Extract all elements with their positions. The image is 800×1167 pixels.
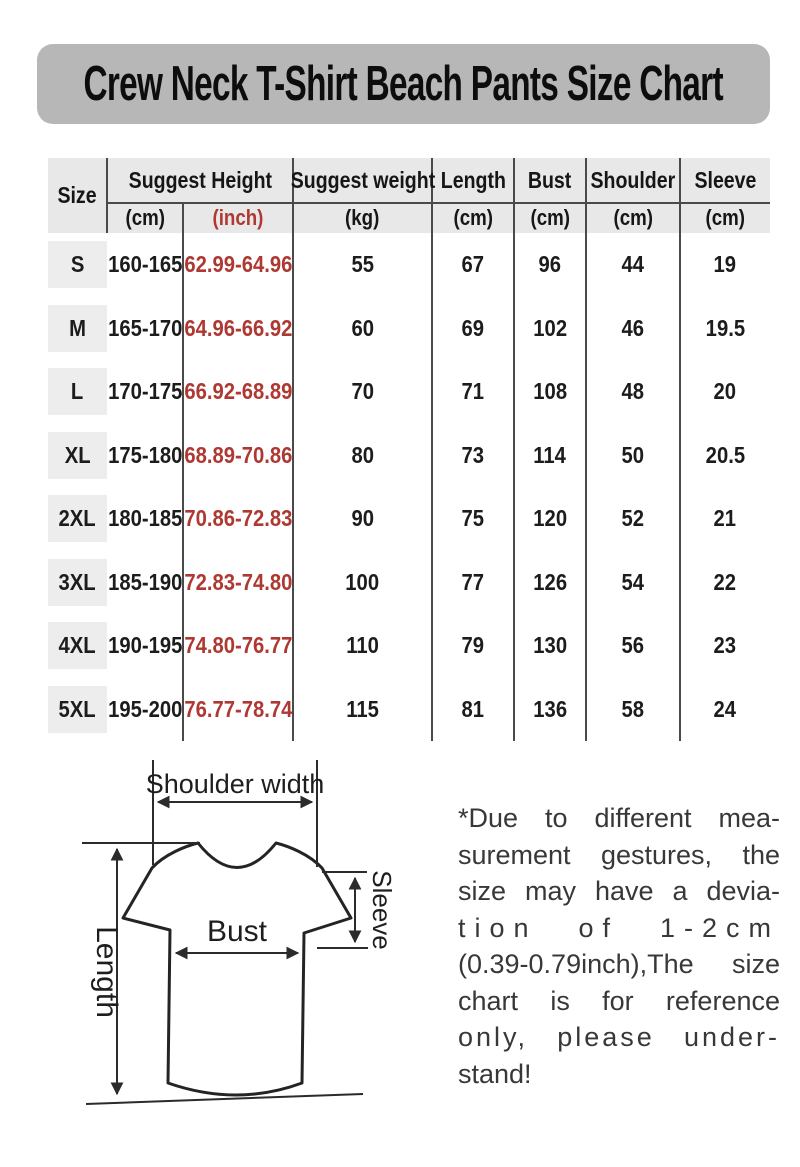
cell-shoulder-cm [586,424,680,488]
cell-value: 130 [533,632,567,659]
cell-height-cm [107,233,183,297]
cell-height-inch [183,487,293,551]
size-cell-box [48,241,107,288]
note-line: (0.39-0.79inch),The size [458,949,780,979]
table-rows [40,233,770,741]
cell-sleeve-cm [680,424,770,488]
cell-height-inch [183,233,293,297]
cell-size [40,424,107,488]
size-cell-box [48,432,107,479]
cell-value: 102 [533,314,567,341]
unit-sleeve-cm: (cm) [705,204,745,230]
cell-value: 19 [713,251,737,278]
cell-height-cm [107,297,183,361]
cell-value: 73 [461,441,485,468]
measurement-note [458,800,780,1092]
cell-length-cm [432,360,514,424]
cell-sleeve-cm [680,297,770,361]
cell-value: 190-195 [107,632,183,659]
cell-sleeve-cm [680,233,770,297]
cell-value: 52 [621,505,645,532]
table-row [40,360,770,424]
title-banner [37,44,770,124]
note-line: surement gestures, the [458,839,780,870]
header-size: Size [57,182,98,208]
cell-height-inch [183,551,293,615]
cell-length-cm [432,614,514,678]
cell-value: 175-180 [107,441,183,468]
cell-length-cm [432,487,514,551]
cell-value: 48 [621,378,645,405]
header-bust: Bust [528,166,572,193]
cell-height-inch [183,360,293,424]
cell-value: 58 [621,695,645,722]
cell-height-cm [107,424,183,488]
cell-value: 185-190 [107,568,183,595]
cell-height-cm [107,360,183,424]
size-label: 5XL [58,695,97,722]
cell-shoulder-cm [586,551,680,615]
cell-value: 20.5 [705,441,745,468]
cell-shoulder-cm [586,233,680,297]
cell-value: 54 [621,568,645,595]
cell-value: 56 [621,632,645,659]
cell-size [40,678,107,742]
cell-bust-cm [514,487,586,551]
cell-size [40,297,107,361]
cell-weight-kg [293,424,432,488]
cell-size [40,551,107,615]
header-length: Length [440,166,506,193]
cell-value: 170-175 [107,378,183,405]
note-line: tion of 1-2cm [458,912,780,943]
cell-weight-kg [293,233,432,297]
cell-bust-cm [514,233,586,297]
cell-value: 70 [351,378,374,405]
cell-value: 69 [461,314,485,341]
note-line: chart is for reference [458,985,780,1016]
cell-value: 126 [533,568,567,595]
cell-bust-cm [514,678,586,742]
header-suggest-weight: Suggest weight [290,166,435,193]
cell-value: 55 [351,251,374,278]
cell-value: 136 [533,695,567,722]
cell-value: 66.92-68.89 [183,378,293,405]
cell-shoulder-cm [586,297,680,361]
cell-value: 180-185 [107,505,183,532]
cell-value: 100 [345,568,380,595]
table-row [40,424,770,488]
bust-label: Bust [206,915,268,948]
unit-height-inch: (inch) [212,204,264,230]
size-cell-box [48,559,107,606]
table-row [40,678,770,742]
unit-shoulder-cm: (cm) [613,204,653,230]
cell-height-cm [107,551,183,615]
cell-bust-cm [514,297,586,361]
cell-value: 50 [621,441,645,468]
cell-bust-cm [514,360,586,424]
cell-value: 70.86-72.83 [183,505,293,532]
cell-value: 22 [713,568,737,595]
cell-size [40,487,107,551]
cell-value: 76.77-78.74 [183,695,293,722]
cell-value: 74.80-76.77 [183,632,293,659]
size-table [40,158,770,741]
size-label: 3XL [58,568,97,595]
cell-shoulder-cm [586,360,680,424]
cell-value: 60 [351,314,374,341]
cell-value: 108 [533,378,567,405]
cell-height-inch [183,424,293,488]
cell-value: 68.89-70.86 [183,441,293,468]
cell-value: 120 [533,505,567,532]
unit-length-cm: (cm) [453,204,493,230]
cell-value: 195-200 [107,695,183,722]
size-label: S [70,251,85,278]
table-row [40,614,770,678]
cell-value: 115 [346,695,379,722]
note-line: stand! [458,1058,532,1089]
cell-weight-kg [293,551,432,615]
cell-weight-kg [293,297,432,361]
cell-height-cm [107,678,183,742]
cell-value: 77 [461,568,485,595]
cell-shoulder-cm [586,614,680,678]
cell-size [40,614,107,678]
cell-length-cm [432,551,514,615]
cell-height-inch [183,614,293,678]
length-label: Length [90,926,123,1018]
cell-bust-cm [514,614,586,678]
size-cell-box [48,622,107,669]
cell-bust-cm [514,551,586,615]
table-row [40,297,770,361]
cell-length-cm [432,424,514,488]
sleeve-label: Sleeve [367,870,397,950]
size-label: L [71,378,84,405]
cell-value: 72.83-74.80 [183,568,293,595]
cell-height-cm [107,487,183,551]
cell-value: 23 [713,632,737,659]
cell-weight-kg [293,360,432,424]
cell-value: 20 [713,378,737,405]
cell-weight-kg [293,614,432,678]
cell-shoulder-cm [586,678,680,742]
unit-weight-kg: (kg) [345,204,380,230]
cell-shoulder-cm [586,487,680,551]
note-line: only, please under- [458,1022,780,1052]
note-line: *Due to different mea- [458,803,780,833]
cell-value: 110 [346,632,379,659]
cell-weight-kg [293,487,432,551]
cell-value: 46 [621,314,645,341]
cell-bust-cm [514,424,586,488]
tshirt-measurement-diagram [40,750,440,1115]
cell-value: 21 [713,505,737,532]
page-title: Crew Neck T-Shirt Beach Pants Size Chart [83,57,724,111]
size-cell-box [48,305,107,352]
cell-value: 67 [461,251,485,278]
size-label: 2XL [58,505,97,532]
table-row [40,233,770,297]
cell-sleeve-cm [680,487,770,551]
cell-height-inch [183,678,293,742]
cell-value: 79 [461,632,485,659]
size-label: XL [64,441,91,468]
cell-size [40,360,107,424]
header-sleeve: Sleeve [694,166,756,193]
cell-sleeve-cm [680,678,770,742]
cell-value: 71 [461,378,485,405]
header-shoulder: Shoulder [590,166,676,193]
cell-length-cm [432,297,514,361]
note-line: size may have a devia- [458,876,780,906]
cell-value: 90 [351,505,374,532]
cell-value: 24 [713,695,737,722]
cell-sleeve-cm [680,614,770,678]
cell-value: 19.5 [705,314,745,341]
cell-value: 81 [461,695,485,722]
cell-value: 75 [461,505,485,532]
cell-size [40,233,107,297]
cell-value: 96 [538,251,562,278]
cell-height-cm [107,614,183,678]
cell-value: 114 [533,441,567,468]
size-cell-box [48,495,107,542]
table-row [40,551,770,615]
unit-height-cm: (cm) [125,204,165,230]
header-suggest-height: Suggest Height [128,166,272,193]
size-cell-box [48,686,107,733]
table-row [40,487,770,551]
cell-value: 64.96-66.92 [183,314,293,341]
unit-bust-cm: (cm) [530,204,570,230]
cell-value: 160-165 [107,251,183,278]
size-label: 4XL [58,632,97,659]
cell-value: 44 [621,251,645,278]
cell-height-inch [183,297,293,361]
cell-weight-kg [293,678,432,742]
size-cell-box [48,368,107,415]
cell-length-cm [432,233,514,297]
shoulder-width-label: Shoulder width [145,769,325,799]
cell-value: 80 [351,441,374,468]
cell-sleeve-cm [680,551,770,615]
size-label: M [69,314,86,341]
cell-sleeve-cm [680,360,770,424]
cell-length-cm [432,678,514,742]
cell-value: 165-170 [107,314,183,341]
cell-value: 62.99-64.96 [183,251,293,278]
tshirt-outline [123,843,351,1095]
